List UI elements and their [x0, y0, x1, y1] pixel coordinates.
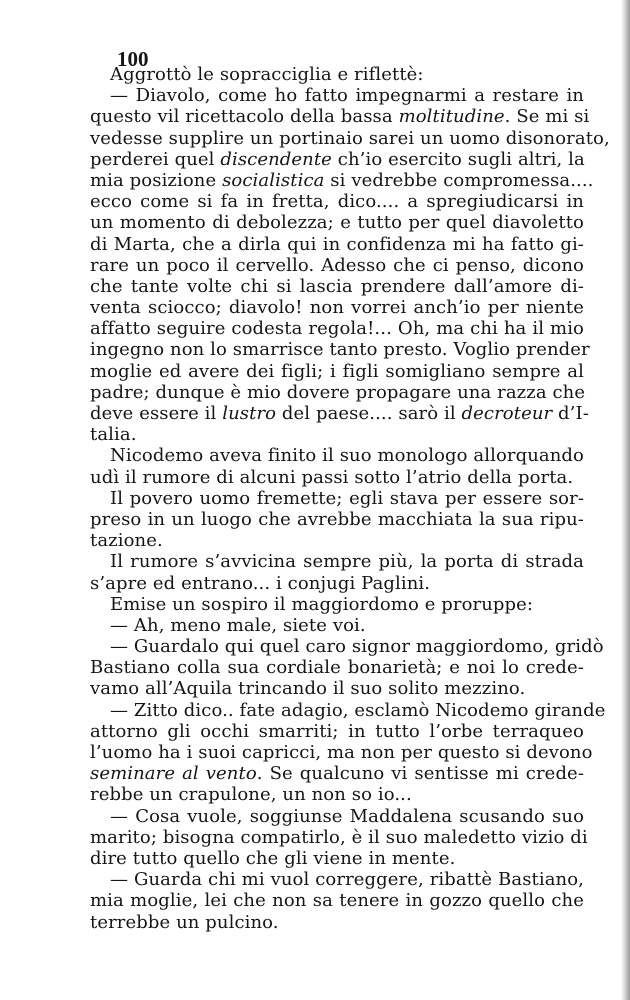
body-text: [90, 64, 610, 933]
text-line: vamo all’Aquila trincando il suo solito mezzino.: [90, 678, 526, 700]
text-line: dire tutto quello che gli viene in mente.: [90, 847, 456, 869]
text-line: rare un poco il cervello. Adesso che ci penso, dicono: [90, 254, 584, 276]
text-line: — Guarda chi mi vuol correggere, ribattè Bastiano,: [110, 869, 584, 891]
text-line: l’uomo ha i suoi capricci, ma non per questo si devono: [90, 742, 593, 763]
page-binding-edge: [621, 0, 630, 1000]
text-line: — Cosa vuole, soggiunse Maddalena scusando suo: [110, 805, 584, 827]
text-line: attorno gli occhi smarriti; in tutto l’orbe terraqueo: [90, 720, 584, 742]
text-line: Nicodemo aveva finito il suo monologo allorquando: [110, 445, 584, 467]
text-line: mia posizione socialistica si vedrebbe compromessa....: [90, 169, 594, 191]
text-line: talia.: [90, 424, 137, 446]
text-line: — Guardalo qui quel caro signor maggiordomo, gridò: [110, 636, 604, 658]
text-line: — Zitto dico.. fate adagio, esclamò Nicodemo girande: [110, 699, 606, 721]
text-line: padre; dunque è mio dovere propagare una razza che: [90, 381, 586, 403]
text-line: seminare al vento. Se qualcuno vi sentisse mi crede-: [90, 763, 584, 785]
text-line: ecco come si fa in fretta, dico.... a spregiudicarsi in: [90, 191, 584, 213]
text-line: rebbe un crapulone, un non so io...: [90, 784, 412, 806]
text-line: deve essere il lustro del paese.... sarò il decroteur d’I-: [90, 403, 589, 424]
text-line: Emise un sospiro il maggiordomo e proruppe:: [110, 593, 534, 615]
text-line: — Diavolo, come ho fatto impegnarmi a restare in: [110, 85, 584, 107]
page-number: 100: [117, 47, 149, 71]
text-line: s’apre ed entrano... i conjugi Paglini.: [90, 572, 431, 594]
text-line: tazione.: [90, 530, 163, 552]
text-line: vedesse supplire un portinaio sarei un uomo disonorato,: [90, 127, 610, 149]
text-line: — Ah, meno male, siete voi.: [110, 614, 366, 636]
text-line: terrebbe un pulcino.: [90, 911, 279, 933]
text-line: marito; bisogna compatirlo, è il suo maledetto vizio di: [90, 826, 588, 848]
text-line: mia moglie, lei che non sa tenere in gozzo quello che: [90, 890, 584, 912]
text-line: che tante volte chi si lascia prendere dall’amore di-: [90, 275, 584, 297]
text-line: udì il rumore di alcuni passi sotto l’atrio della porta.: [90, 466, 574, 488]
text-line: moglie ed avere dei figli; i figli somigliano sempre al: [90, 360, 584, 382]
text-line: ingegno non lo smarrisce tanto presto. Voglio prender: [90, 339, 590, 361]
text-line: perderei quel discendente ch’io esercito sugli altri, la: [90, 148, 585, 170]
text-line: affatto seguire codesta regola!... Oh, ma chi ha il mio: [90, 318, 584, 340]
text-line: Il povero uomo fremette; egli stava per essere sor-: [110, 487, 584, 509]
text-line: Aggrottò le sopracciglia e riflettè:: [110, 64, 424, 85]
text-line: di Marta, che a dirla qui in confidenza mi ha fatto gi-: [90, 233, 584, 255]
text-line: venta sciocco; diavolo! non vorrei anch’io per niente: [90, 297, 584, 319]
text-line: Il rumore s’avvicina sempre più, la porta di strada: [110, 551, 584, 573]
text-line: preso in un luogo che avrebbe macchiata la sua ripu-: [90, 508, 584, 530]
text-line: un momento di debolezza; e tutto per quel diavoletto: [90, 212, 584, 234]
text-line: Bastiano colla sua cordiale bonarietà; e noi lo crede-: [90, 657, 584, 679]
text-line: questo vil ricettacolo della bassa moltitudine. Se mi si: [90, 106, 590, 128]
